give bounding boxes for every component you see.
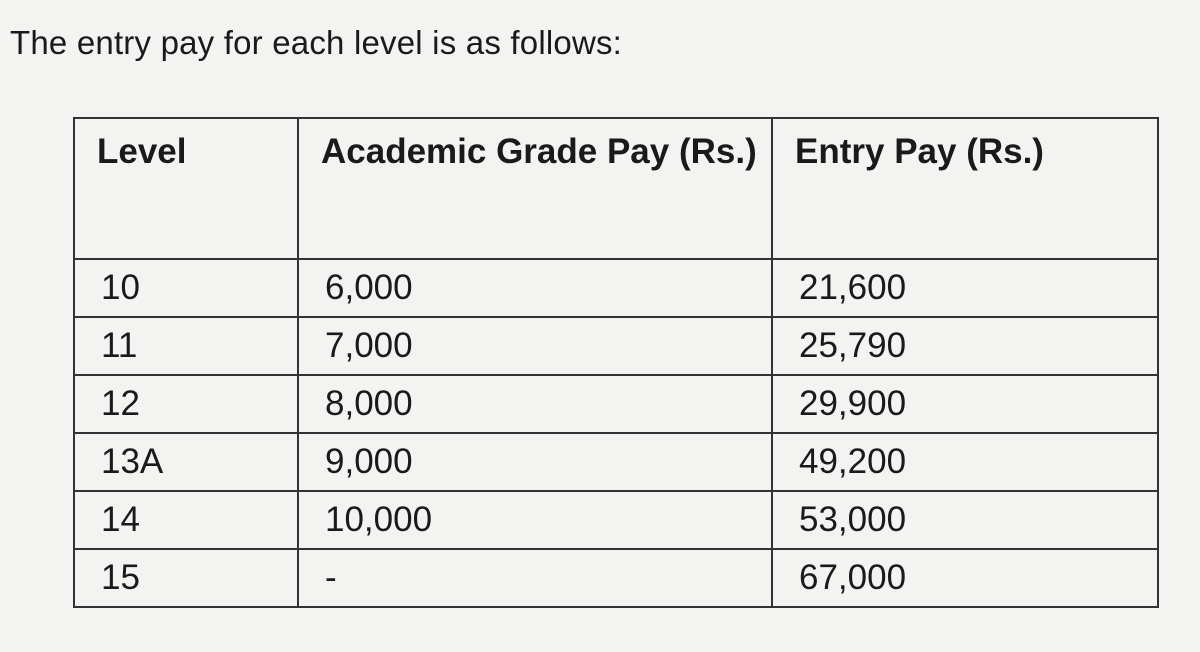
cell-academic-grade-pay: 7,000 xyxy=(298,317,772,375)
cell-level: 15 xyxy=(74,549,298,607)
table-row xyxy=(74,317,1158,375)
cell-academic-grade-pay: 10,000 xyxy=(298,491,772,549)
table-row xyxy=(74,433,1158,491)
cell-level: 10 xyxy=(74,259,298,317)
cell-level: 14 xyxy=(74,491,298,549)
cell-academic-grade-pay: 8,000 xyxy=(298,375,772,433)
table-row xyxy=(74,549,1158,607)
table-row xyxy=(74,375,1158,433)
entry-pay-table xyxy=(73,117,1159,608)
header-level: Level xyxy=(74,118,298,259)
table-row xyxy=(74,259,1158,317)
cell-entry-pay: 21,600 xyxy=(772,259,1158,317)
cell-entry-pay: 67,000 xyxy=(772,549,1158,607)
cell-entry-pay: 53,000 xyxy=(772,491,1158,549)
cell-entry-pay: 25,790 xyxy=(772,317,1158,375)
header-academic-grade-pay: Academic Grade Pay (Rs.) xyxy=(298,118,772,259)
header-entry-pay: Entry Pay (Rs.) xyxy=(772,118,1158,259)
table-header-row xyxy=(74,118,1158,259)
cell-entry-pay: 49,200 xyxy=(772,433,1158,491)
intro-text: The entry pay for each level is as follows: xyxy=(10,24,623,61)
cell-level: 12 xyxy=(74,375,298,433)
table-row xyxy=(74,491,1158,549)
cell-level: 11 xyxy=(74,317,298,375)
cell-academic-grade-pay: - xyxy=(298,549,772,607)
cell-academic-grade-pay: 9,000 xyxy=(298,433,772,491)
cell-entry-pay: 29,900 xyxy=(772,375,1158,433)
cell-academic-grade-pay: 6,000 xyxy=(298,259,772,317)
cell-level: 13A xyxy=(74,433,298,491)
